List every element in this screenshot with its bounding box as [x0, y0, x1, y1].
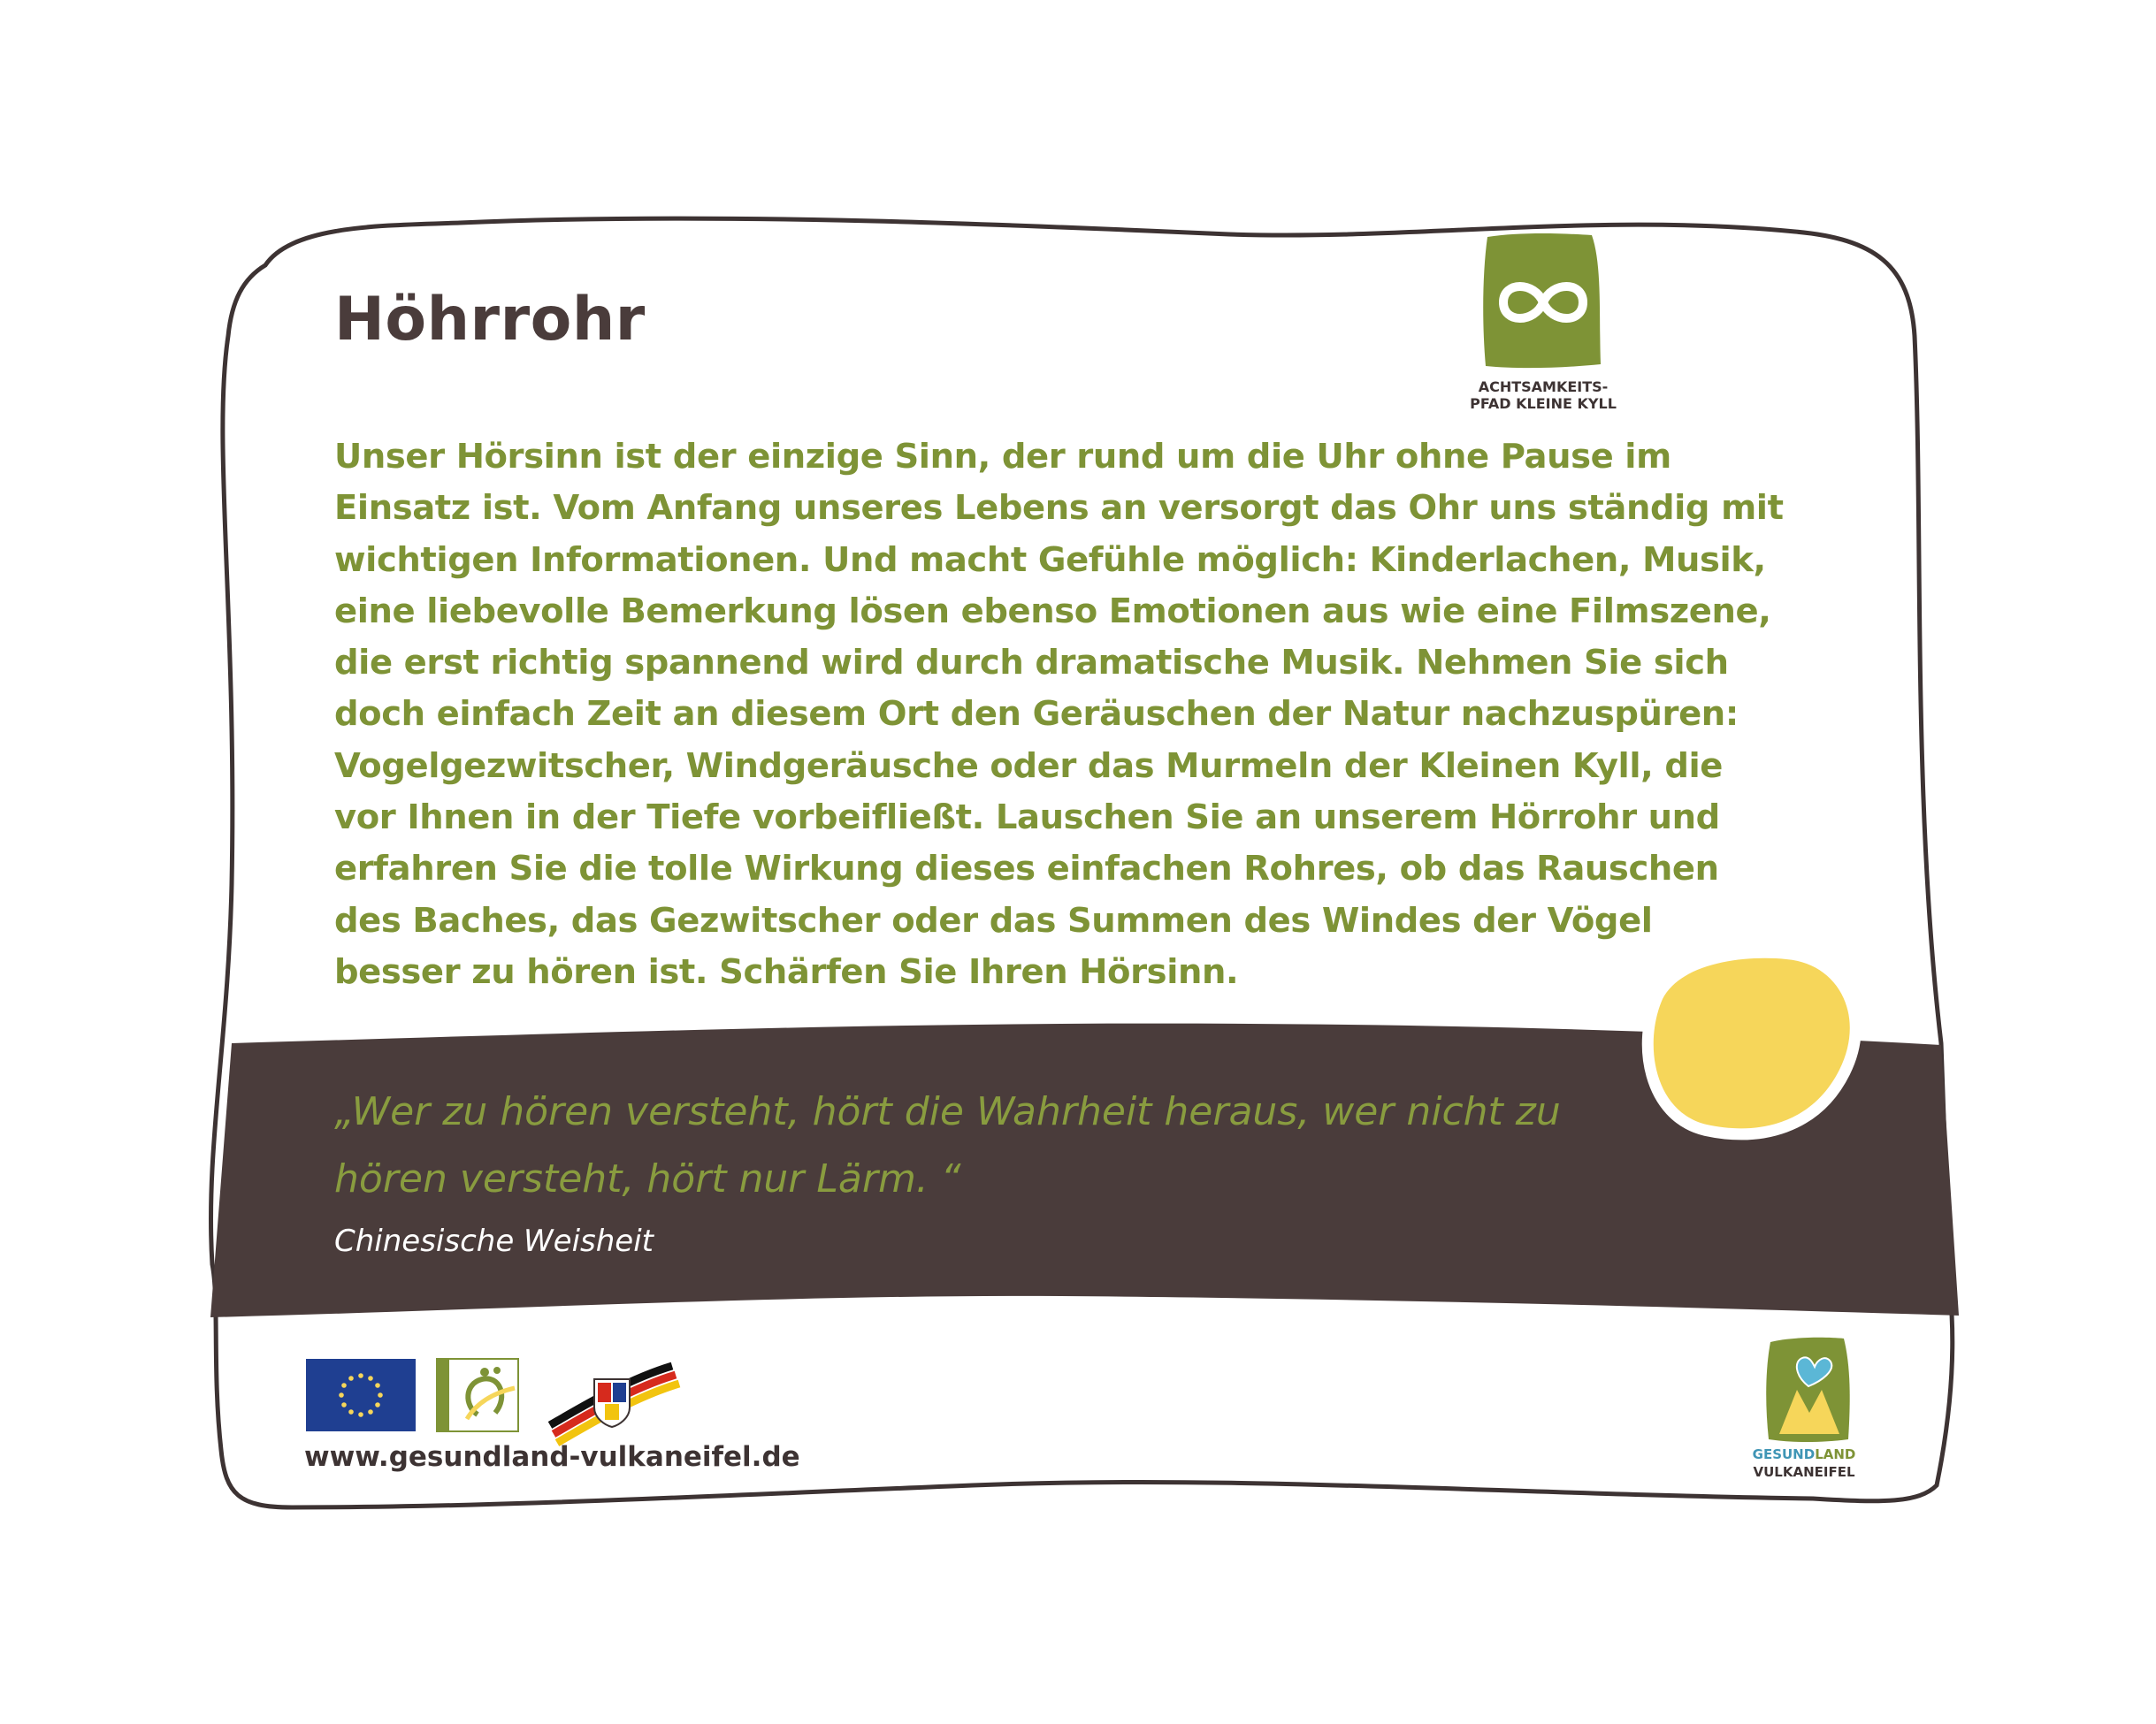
- trail-logo-line2: PFAD KLEINE KYLL: [1470, 395, 1617, 412]
- trail-logo-line1: ACHTSAMKEITS-: [1478, 378, 1609, 395]
- quote-text: „Wer zu hören versteht, hört die Wahrheit heraus, wer nicht zu hören versteht, hört nur Lärm. “: [334, 1089, 1561, 1201]
- gesundland-part1: GESUND: [1752, 1446, 1816, 1462]
- gesundland-part2: LAND: [1815, 1446, 1856, 1462]
- page-title: Höhrrohr: [334, 285, 646, 355]
- vulkaneifel-label: VULKANEIFEL: [1753, 1464, 1855, 1480]
- leader-logo: [437, 1359, 518, 1431]
- gesundland-logo-label: [1733, 1446, 1875, 1462]
- trail-logo-icon: [1483, 233, 1601, 368]
- gesundland-logo-icon: [1766, 1338, 1849, 1442]
- website-link[interactable]: www.gesundland-vulkaneifel.de: [304, 1441, 800, 1473]
- body-paragraph: Unser Hörsinn ist der einzige Sinn, der rund um die Uhr ohne Pause im Einsatz ist. Vom Anfang unseres Lebens an versorgt das Ohr uns ständig mit wichtigen Informationen. Und macht Gefühle möglich: Kinderlachen, Musik, eine liebevolle Bemerkung lösen ebenso Emotionen aus wie eine Filmszene, die erst richtig spannend wird durch dramatische Musik. Nehmen Sie sich doch einfach Zeit an diesem Ort den Geräuschen der Natur nachzuspüren: Vogelgezwitscher, Windgeräusche oder das Murmeln der Kleinen Kyll, die vor Ihnen in der Tiefe vorbeifließt. Lauschen Sie an unserem Hörrohr und erfahren Sie die tolle Wirkung dieses einfachen Rohres, ob das Rauschen des Baches, das Gezwitscher oder das Summen des Windes der Vögel besser zu hören ist. Schärfen Sie Ihren Hörsinn.: [334, 437, 1784, 992]
- trail-logo-label: [1450, 378, 1636, 412]
- quote-source: Chinesische Weisheit: [334, 1224, 654, 1259]
- eu-flag-logo: [306, 1359, 416, 1431]
